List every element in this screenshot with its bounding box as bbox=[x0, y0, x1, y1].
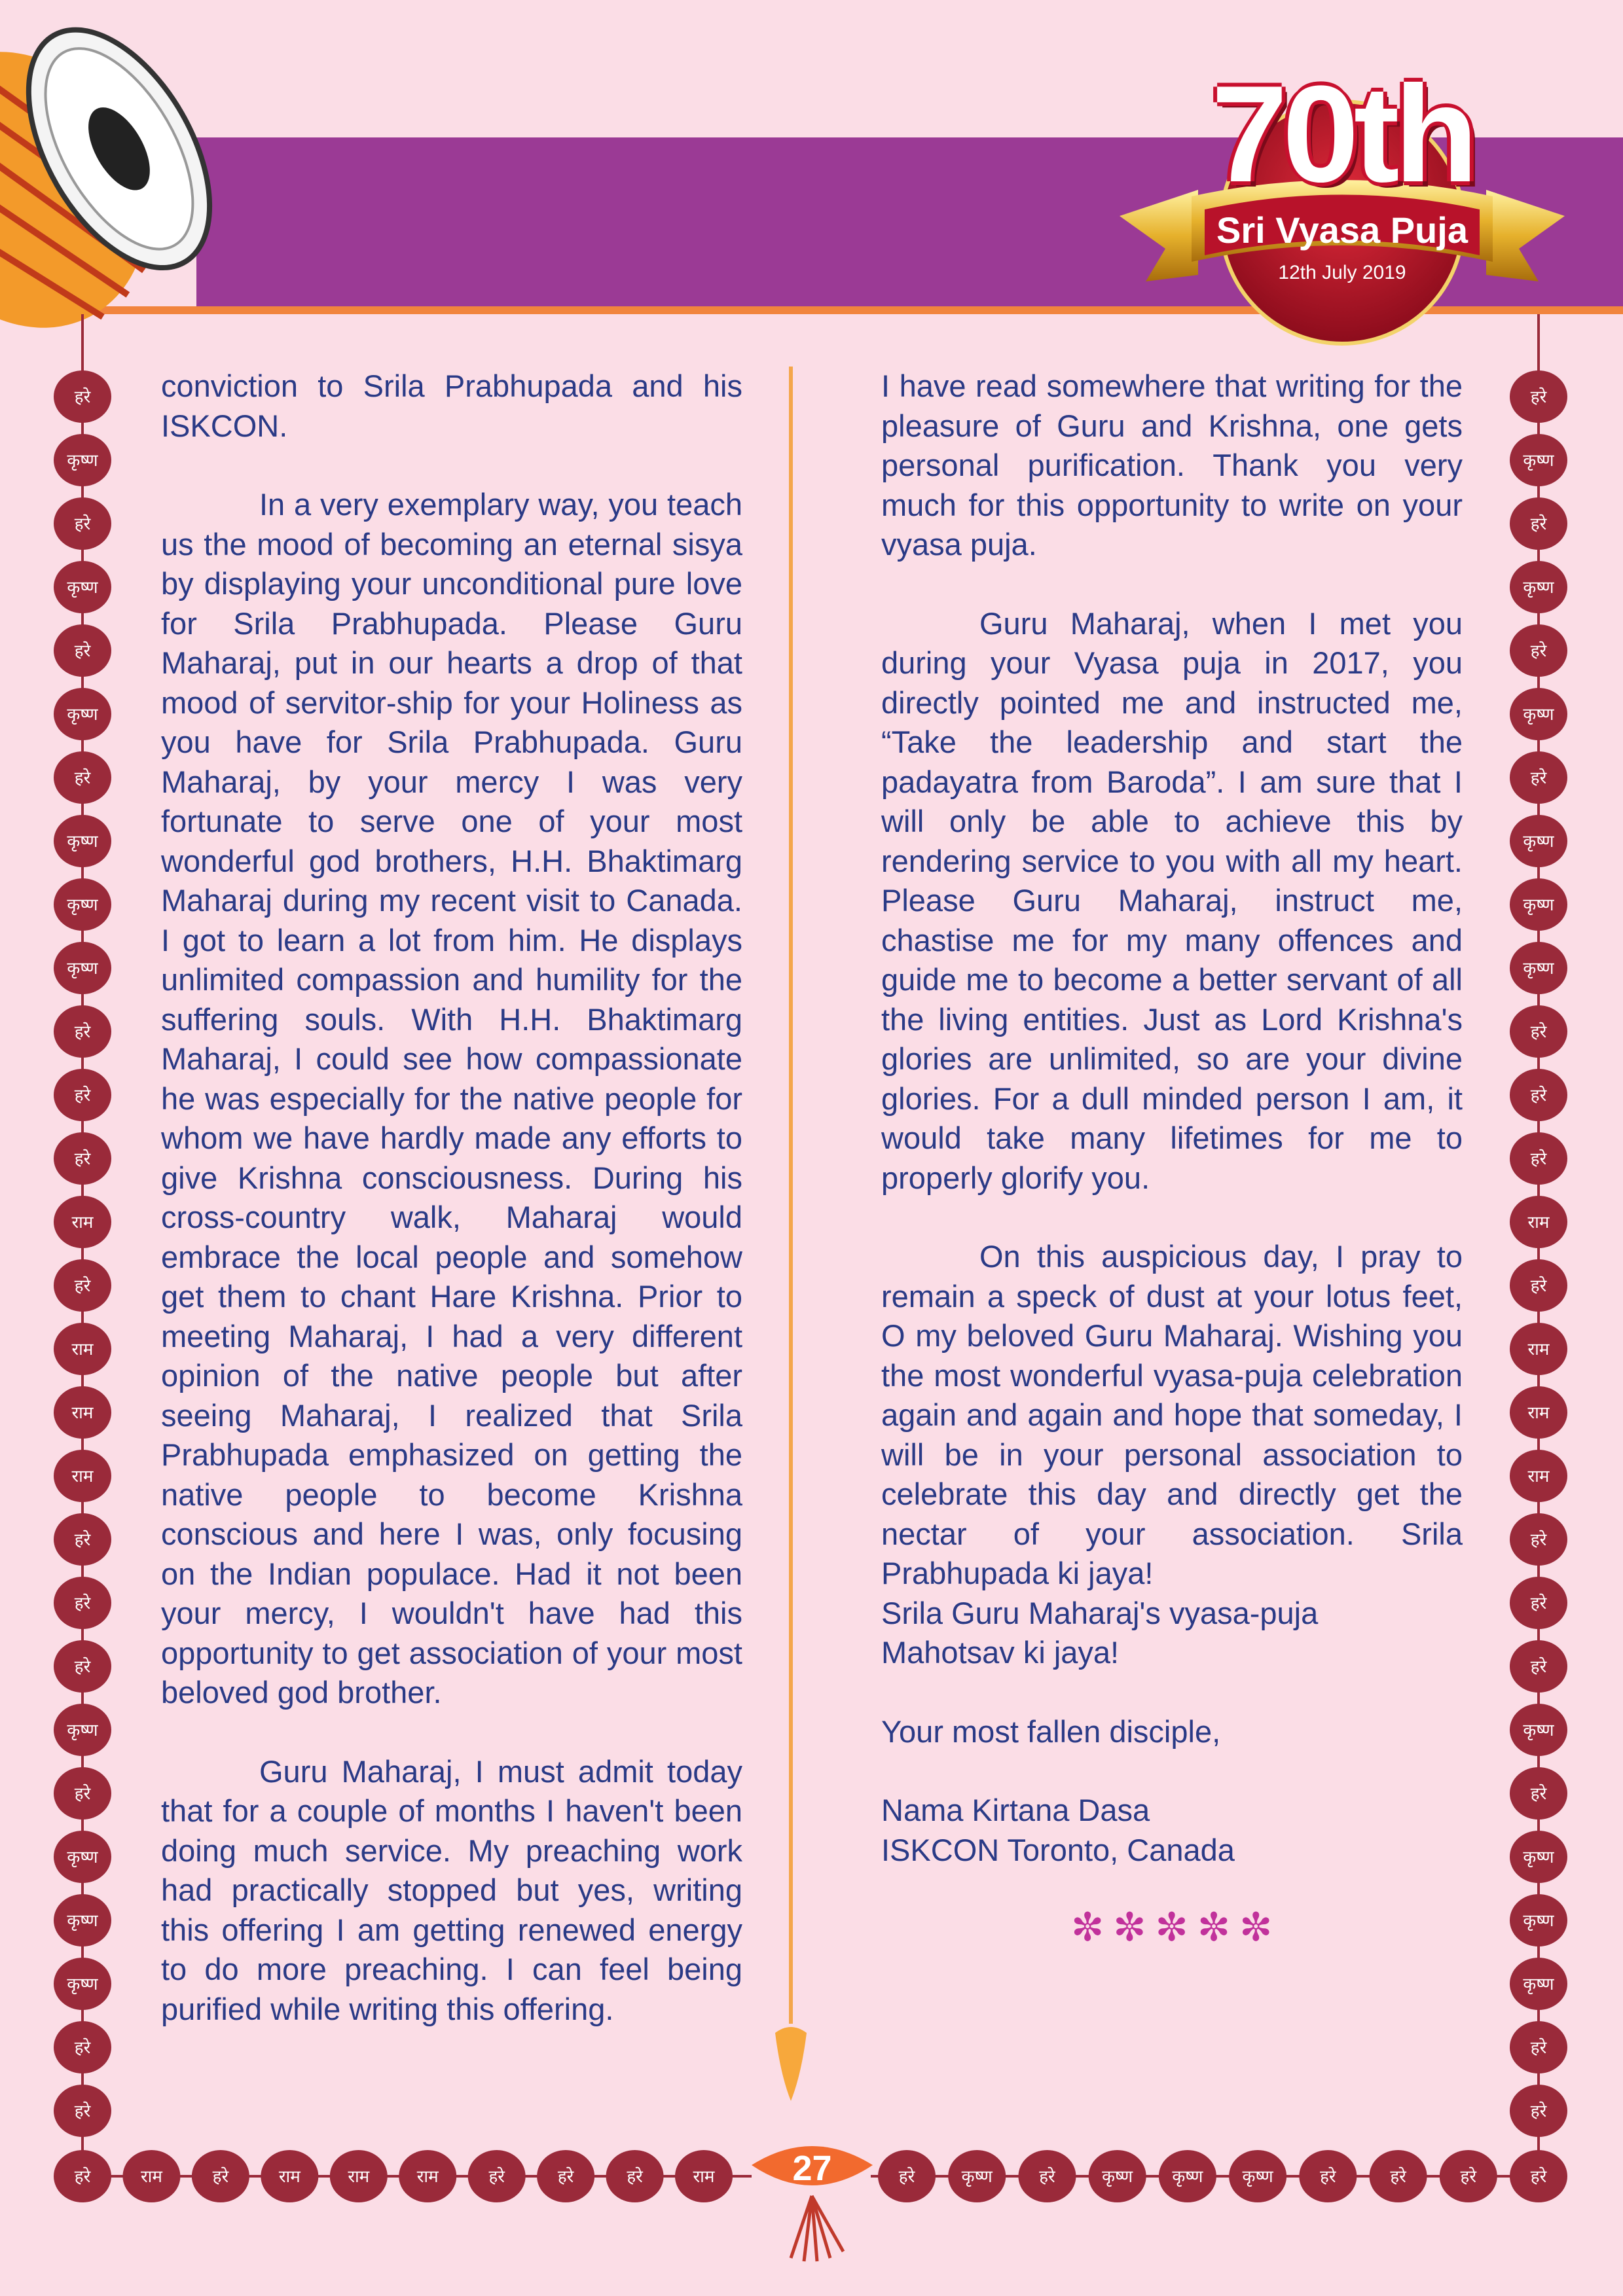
bead bbox=[1510, 688, 1567, 740]
bead bbox=[54, 1640, 111, 1693]
bead-label: कृष्ण bbox=[1523, 1848, 1554, 1867]
bead bbox=[1510, 1577, 1567, 1629]
bead bbox=[1510, 2085, 1567, 2137]
bead bbox=[1229, 2150, 1286, 2202]
bead-label: हरे bbox=[627, 2167, 643, 2187]
bead-label: राम bbox=[71, 1340, 94, 1359]
bead bbox=[1510, 1640, 1567, 1693]
bead-label: हरे bbox=[1530, 1276, 1547, 1296]
bead bbox=[54, 1005, 111, 1058]
bead-label: कृष्ण bbox=[67, 705, 98, 725]
bead-label: कृष्ण bbox=[67, 832, 98, 852]
bead-label: राम bbox=[71, 1403, 94, 1423]
bead bbox=[261, 2150, 318, 2202]
bead-label: हरे bbox=[74, 1594, 91, 1613]
bead bbox=[54, 1196, 111, 1248]
bead-label: हरे bbox=[1530, 2102, 1547, 2121]
badge-date: 12th July 2019 bbox=[1278, 262, 1406, 283]
bead-label: राम bbox=[1527, 1340, 1550, 1359]
bead bbox=[54, 751, 111, 804]
bead bbox=[1510, 1323, 1567, 1375]
bead-label: कृष्ण bbox=[1523, 705, 1554, 725]
bead bbox=[54, 370, 111, 423]
bead-label: हरे bbox=[1530, 1022, 1547, 1042]
bead-label: कृष्ण bbox=[1242, 2167, 1273, 2187]
bead-label: राम bbox=[416, 2167, 439, 2187]
bead-label: कृष्ण bbox=[1523, 959, 1554, 978]
bead bbox=[54, 1386, 111, 1439]
bead bbox=[1510, 1767, 1567, 1820]
bead-label: हरे bbox=[74, 768, 91, 788]
badge-number: 70th bbox=[1211, 57, 1473, 211]
bead-label: हरे bbox=[1530, 1530, 1547, 1550]
bead-label: कृष्ण bbox=[67, 1848, 98, 1867]
bead bbox=[1510, 1196, 1567, 1248]
bead bbox=[1299, 2150, 1357, 2202]
bead-label: हरे bbox=[74, 387, 91, 407]
bead-label: कृष्ण bbox=[1523, 1975, 1554, 1994]
bead bbox=[1510, 1259, 1567, 1312]
bead-label: हरे bbox=[1039, 2167, 1055, 2187]
bead-label: राम bbox=[278, 2167, 301, 2187]
bead-label: कृष्ण bbox=[67, 451, 98, 471]
bead bbox=[54, 2021, 111, 2073]
paragraph: Guru Maharaj, when I met you during your Vyasa puja in 2017, you directly pointed me and instructed me, “Take the leadership and start the padayatra from Baroda”. I am sure that I will only be able to achieve this by rendering service to you with all my heart. Please Guru Maharaj, instruct me, chastise me for my many offences and guide me to become a better servant of all the living entities. Just as Lord Krishna's glories are unlimited, so are your divine glories. For a dull minded person I am, it would take many lifetimes for me to properly glorify you. bbox=[881, 605, 1463, 1195]
bead bbox=[54, 1577, 111, 1629]
bead-label: कृष्ण bbox=[67, 895, 98, 915]
bead-label: हरे bbox=[1530, 1086, 1547, 1105]
bead bbox=[54, 942, 111, 994]
bead-label: हरे bbox=[74, 1086, 91, 1105]
bead bbox=[1510, 1005, 1567, 1058]
bead-label: राम bbox=[140, 2167, 162, 2187]
bead bbox=[1510, 1132, 1567, 1185]
bead bbox=[54, 1831, 111, 1883]
bead bbox=[54, 1132, 111, 1185]
left-column bbox=[161, 367, 742, 2029]
bead-label: हरे bbox=[1530, 641, 1547, 661]
bead-label: कृष्ण bbox=[1523, 1721, 1554, 1740]
bead bbox=[1510, 561, 1567, 613]
badge-title: Sri Vyasa Puja bbox=[1216, 209, 1468, 251]
bead-label: कृष्ण bbox=[961, 2167, 993, 2187]
bead bbox=[537, 2150, 594, 2202]
bead bbox=[1510, 1513, 1567, 1566]
bead-label: कृष्ण bbox=[67, 1721, 98, 1740]
bead bbox=[54, 497, 111, 550]
bead-label: हरे bbox=[74, 1276, 91, 1296]
bead-label: हरे bbox=[74, 1149, 91, 1169]
paragraph: On this auspicious day, I pray to remain a speck of dust at your lotus feet, O my beloved Guru Maharaj. Wishing you the most wonderful vyasa-puja celebration again and again and hope that someday, I will be in your personal association to celebrate this day and directly get the nectar of your association. Srila Prabhupada ki jaya! bbox=[881, 1239, 1463, 1590]
bead bbox=[1510, 942, 1567, 994]
bead-label: हरे bbox=[74, 514, 91, 534]
bead-label: हरे bbox=[1530, 2167, 1547, 2187]
bead-label: हरे bbox=[74, 2038, 91, 2058]
bead-label: हरे bbox=[74, 641, 91, 661]
bead bbox=[675, 2150, 733, 2202]
bead-label: राम bbox=[348, 2167, 370, 2187]
bead-label: कृष्ण bbox=[1523, 578, 1554, 598]
bead-label: कृष्ण bbox=[67, 578, 98, 598]
bead-label: हरे bbox=[1530, 1657, 1547, 1677]
bead bbox=[468, 2150, 526, 2202]
bead-label: राम bbox=[1527, 1467, 1550, 1486]
author-location: ISKCON Toronto, Canada bbox=[881, 1832, 1235, 1867]
bead-label: राम bbox=[1527, 1403, 1550, 1423]
bead bbox=[54, 1894, 111, 1946]
bead bbox=[1510, 370, 1567, 423]
bead bbox=[54, 1259, 111, 1312]
bead bbox=[54, 1767, 111, 1820]
bead-label: हरे bbox=[1530, 2038, 1547, 2058]
bead-label: राम bbox=[1527, 1213, 1550, 1232]
bead bbox=[1159, 2150, 1216, 2202]
bead bbox=[54, 1323, 111, 1375]
bead bbox=[54, 1704, 111, 1756]
bead-label: कृष्ण bbox=[1523, 451, 1554, 471]
signoff: Your most fallen disciple, bbox=[881, 1713, 1221, 1749]
bead bbox=[54, 1069, 111, 1121]
bead-label: हरे bbox=[74, 2167, 91, 2187]
bead bbox=[1510, 815, 1567, 867]
bead bbox=[54, 878, 111, 931]
paragraph-line: Srila Guru Maharaj's vyasa-puja bbox=[881, 1595, 1319, 1630]
bead-label: हरे bbox=[74, 1022, 91, 1042]
bead-label: हरे bbox=[74, 2102, 91, 2121]
bead bbox=[1510, 2021, 1567, 2073]
bead-label: कृष्ण bbox=[67, 959, 98, 978]
bead-label: राम bbox=[71, 1213, 94, 1232]
tassel-icon bbox=[771, 2016, 811, 2108]
bead-label: हरे bbox=[1530, 514, 1547, 534]
bead bbox=[192, 2150, 249, 2202]
bead-label: राम bbox=[693, 2167, 715, 2187]
paragraph: conviction to Srila Prabhupada and his ISKCON. bbox=[161, 368, 742, 443]
bead bbox=[1510, 1958, 1567, 2010]
bead bbox=[1510, 2150, 1567, 2202]
bead-label: हरे bbox=[488, 2167, 505, 2187]
bead bbox=[606, 2150, 664, 2202]
bead bbox=[1089, 2150, 1146, 2202]
bead-label: हरे bbox=[1530, 1784, 1547, 1804]
bead-label: हरे bbox=[1320, 2167, 1336, 2187]
bead-label: हरे bbox=[74, 1657, 91, 1677]
bead-label: कृष्ण bbox=[1523, 832, 1554, 852]
bead-label: हरे bbox=[557, 2167, 574, 2187]
bead bbox=[1510, 1450, 1567, 1502]
bead-label: कृष्ण bbox=[1102, 2167, 1133, 2187]
bead bbox=[54, 561, 111, 613]
bead bbox=[1510, 751, 1567, 804]
paragraph: In a very exemplary way, you teach us the mood of becoming an eternal sisya by displaying your unconditional pure love for Srila Prabhupada. Please Guru Maharaj, put in our hearts a drop of that mood of servitor-ship for your Holiness as you have for Srila Prabhupada. Guru Maharaj, by your mercy I was very fortunate to serve one of your most wonderful god brothers, H.H. Bhaktimarg Maharaj during my recent visit to Canada. I got to learn a lot from him. He displays unlimited compassion and humility for the suffering souls. With H.H. Bhaktimarg Maharaj, I could see how compassionate he was especially for the native people for whom we have hardly made any efforts to give Krishna consciousness. During his cross-country walk, Maharaj would embrace the local people and somehow get them to chant Hare Krishna. Prior to meeting Maharaj, I had a very different opinion of the native people but after seeing Maharaj, I realized that Srila Prabhupada emphasized on getting the native people to become Krishna conscious and here I was, only focusing on the Indian populace. Had it not been your mercy, I wouldn't have had this opportunity to get association of your most beloved god brother. bbox=[161, 487, 742, 1710]
paragraph: Guru Maharaj, I must admit today that for a couple of months I haven't been doing much service. My preaching work had practically stopped but yes, writing this offering I am getting renewed energy to do more preaching. I can feel being purified while writing this offering. bbox=[161, 1753, 742, 2026]
page-number: 27 bbox=[792, 2149, 832, 2188]
bead bbox=[1510, 1704, 1567, 1756]
decorative-stars: ✼✼✼✼✼ bbox=[1071, 1905, 1282, 1949]
column-divider bbox=[789, 367, 793, 2022]
bead bbox=[54, 1958, 111, 2010]
bead bbox=[1510, 878, 1567, 931]
bead bbox=[54, 688, 111, 740]
bead-label: हरे bbox=[74, 1784, 91, 1804]
author-name: Nama Kirtana Dasa bbox=[881, 1793, 1150, 1827]
bead-label: कृष्ण bbox=[67, 1975, 98, 1994]
bead-label: हरे bbox=[898, 2167, 915, 2187]
bead-label: हरे bbox=[1530, 768, 1547, 788]
bead bbox=[1510, 1069, 1567, 1121]
bead bbox=[1510, 624, 1567, 677]
bead bbox=[54, 434, 111, 486]
bead-label: हरे bbox=[74, 1530, 91, 1550]
bead bbox=[330, 2150, 388, 2202]
bead-label: हरे bbox=[1530, 1594, 1547, 1613]
paragraph: I have read somewhere that writing for the pleasure of Guru and Krishna, one gets personal purification. Thank you very much for this opportunity to write on your vyasa puja. bbox=[881, 368, 1463, 562]
bead bbox=[54, 2150, 111, 2202]
right-column bbox=[881, 367, 1463, 1870]
bead bbox=[1510, 434, 1567, 486]
bead-label: हरे bbox=[1530, 1149, 1547, 1169]
bead bbox=[54, 624, 111, 677]
bead bbox=[54, 815, 111, 867]
bead-label: कृष्ण bbox=[67, 1911, 98, 1931]
bead-label: हरे bbox=[1460, 2167, 1477, 2187]
bead bbox=[1440, 2150, 1497, 2202]
bead-label: कृष्ण bbox=[1523, 895, 1554, 915]
bead-label: हरे bbox=[212, 2167, 229, 2187]
bead bbox=[1370, 2150, 1427, 2202]
bead-label: हरे bbox=[1530, 387, 1547, 407]
bead bbox=[1018, 2150, 1076, 2202]
bead bbox=[122, 2150, 180, 2202]
bead bbox=[54, 2085, 111, 2137]
bead bbox=[1510, 497, 1567, 550]
bead bbox=[1510, 1386, 1567, 1439]
bead bbox=[878, 2150, 936, 2202]
bead bbox=[948, 2150, 1006, 2202]
paragraph-line: Mahotsav ki jaya! bbox=[881, 1635, 1120, 1670]
bead-label: हरे bbox=[1390, 2167, 1406, 2187]
bead bbox=[399, 2150, 456, 2202]
bead-label: कृष्ण bbox=[1523, 1911, 1554, 1931]
bead-label: कृष्ण bbox=[1172, 2167, 1203, 2187]
bead-label: राम bbox=[71, 1467, 94, 1486]
bead bbox=[1510, 1831, 1567, 1883]
bead bbox=[54, 1450, 111, 1502]
bead bbox=[54, 1513, 111, 1566]
bead bbox=[1510, 1894, 1567, 1946]
